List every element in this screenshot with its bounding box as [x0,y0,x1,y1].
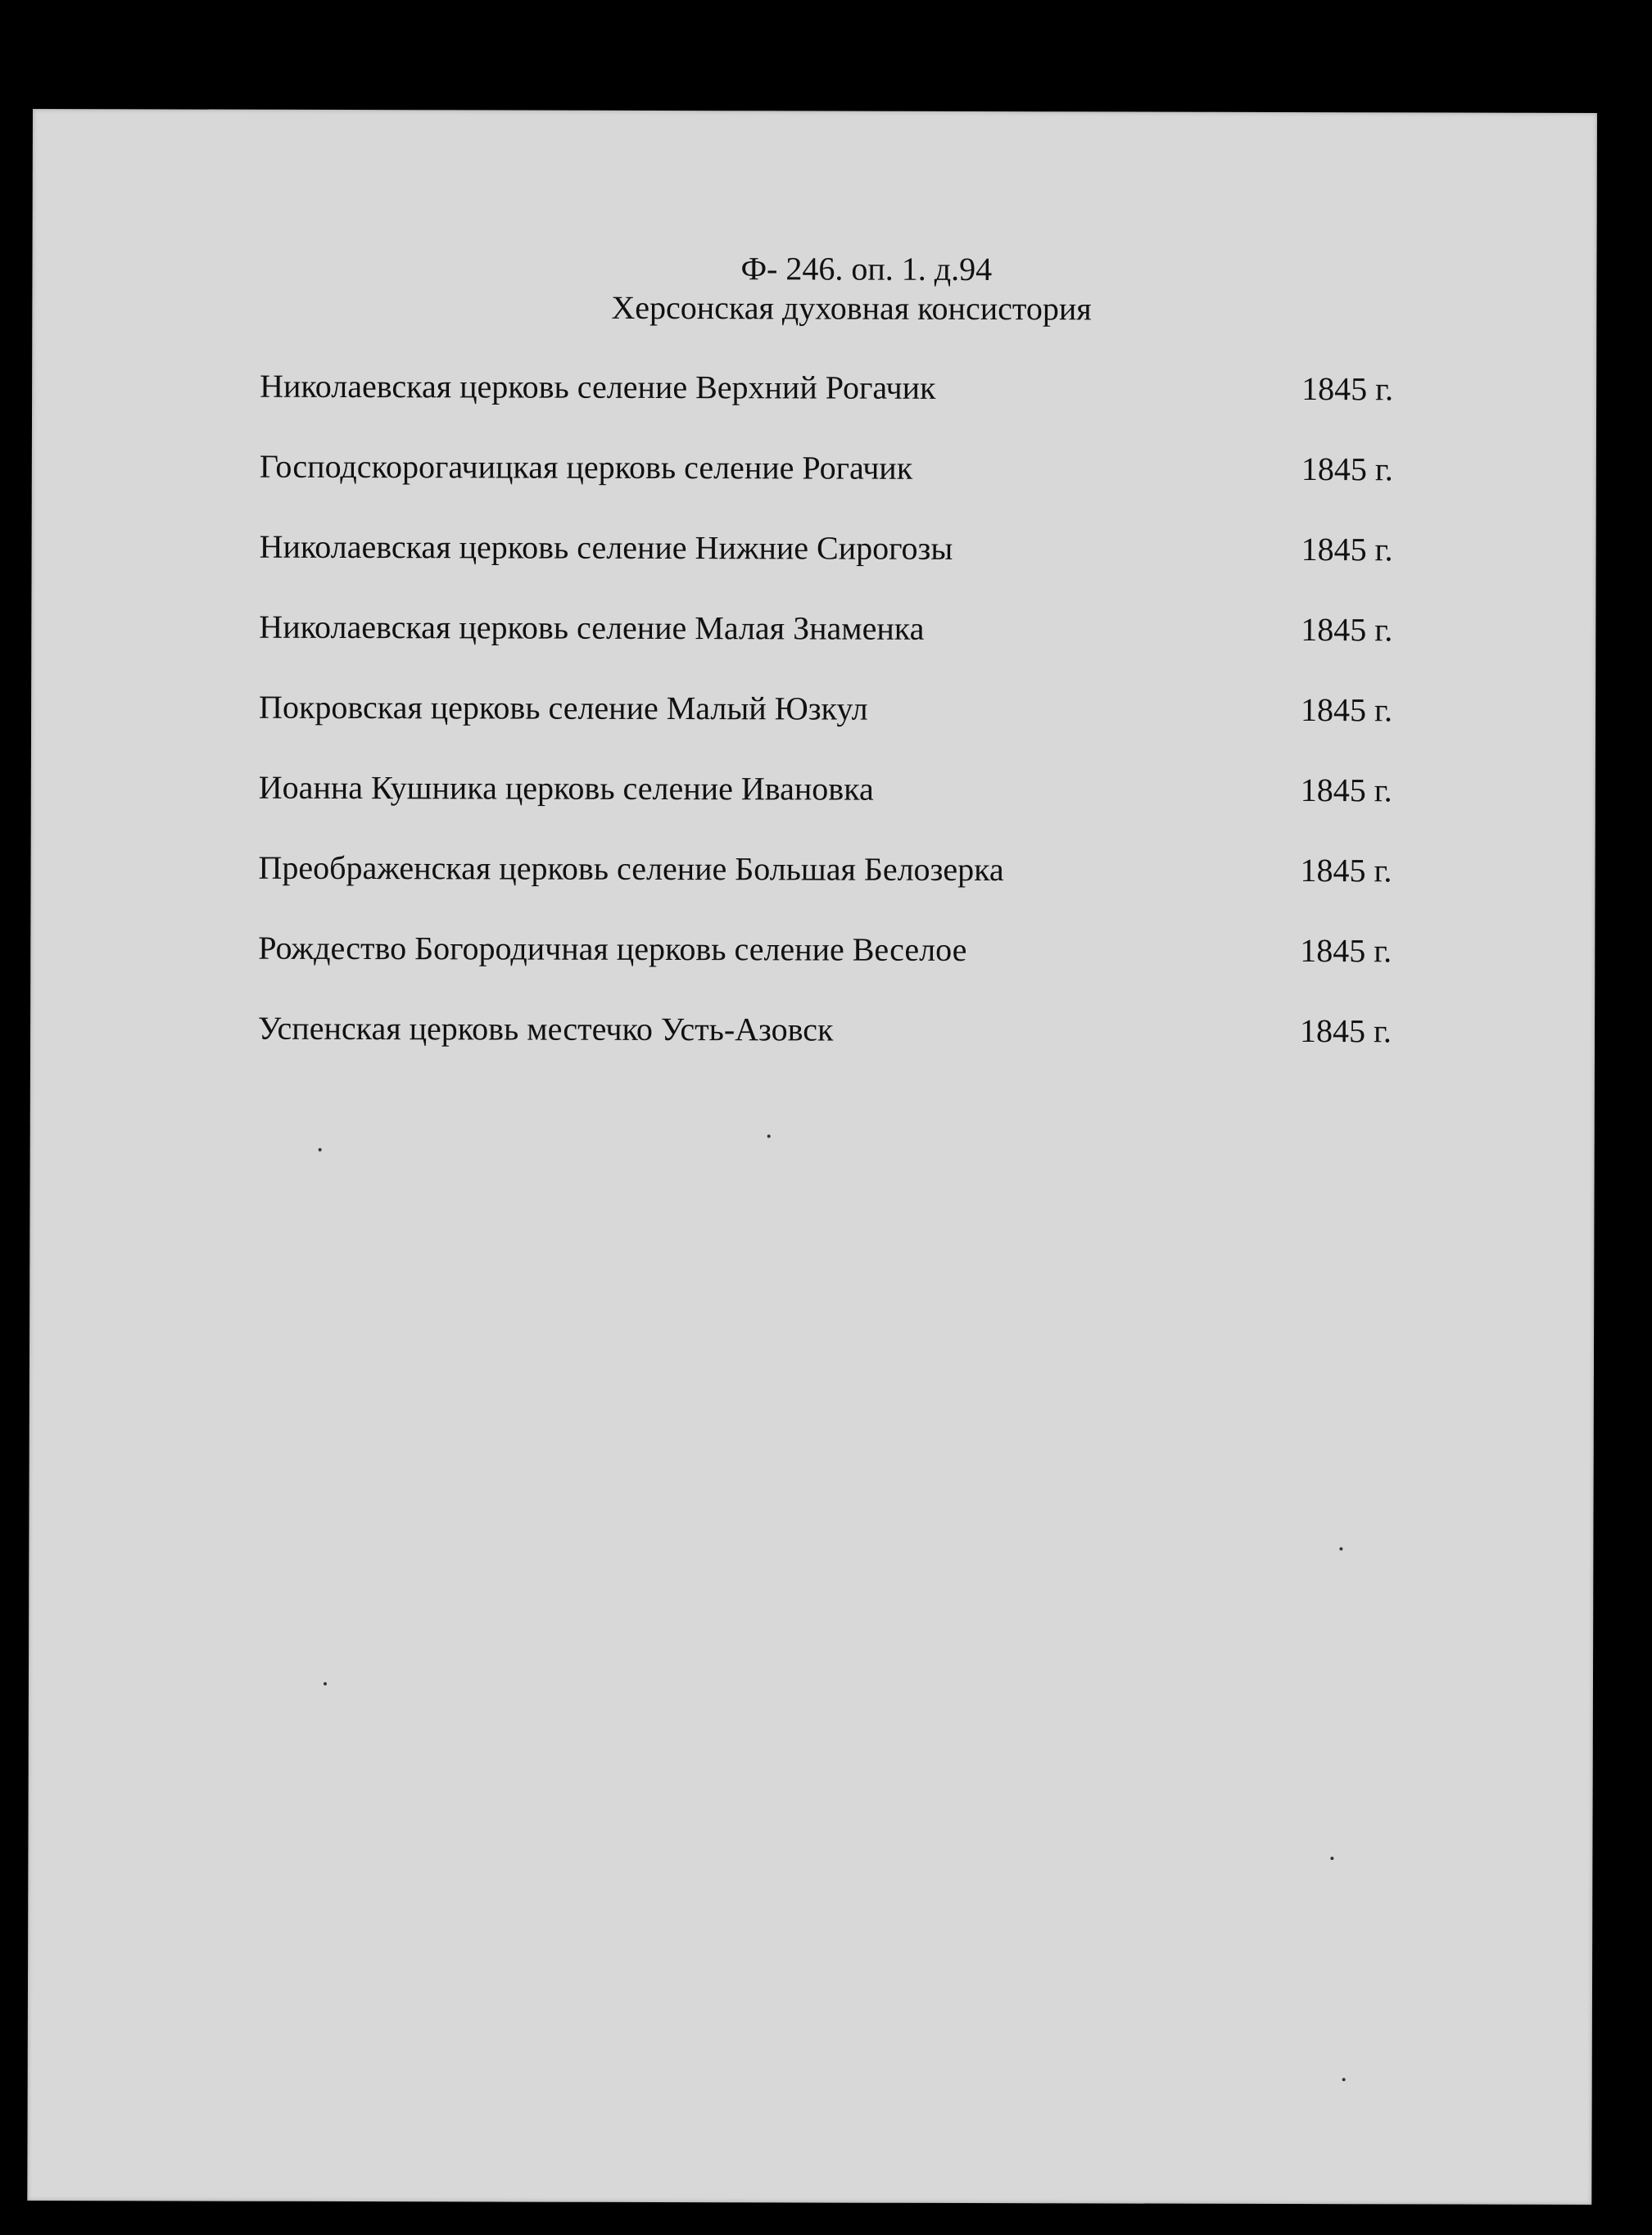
scan-speck [324,1682,327,1685]
list-item [258,928,1421,972]
scan-speck [1339,1547,1342,1550]
church-name: Успенская церковь местечко Усть-Азовск [258,1009,834,1048]
list-item [260,366,1423,410]
record-year: 1845 г. [1301,611,1393,649]
church-name: Иоанна Кушника церковь селение Ивановка [258,768,874,808]
church-name: Преображенская церковь селение Большая Белозерка [258,848,1004,889]
record-year: 1845 г. [1301,691,1393,729]
record-year: 1845 г. [1300,852,1392,889]
record-year: 1845 г. [1301,370,1394,408]
record-year: 1845 г. [1300,771,1392,809]
fond-reference: Ф- 246. оп. 1. д.94 [740,250,993,288]
list-item [259,607,1422,651]
church-name: Господскорогачицкая церковь селение Рогачик [259,447,913,486]
list-item [259,767,1422,812]
list-item [260,446,1423,491]
scan-speck [767,1134,771,1138]
record-year: 1845 г. [1301,450,1393,488]
record-year: 1845 г. [1301,531,1393,568]
list-item [259,687,1422,731]
entry-list [27,109,1597,2205]
church-name: Николаевская церковь селение Верхний Рогачик [260,367,936,406]
church-name: Рождество Богородичная церковь селение Веселое [258,929,967,968]
list-item [260,527,1423,571]
list-item [259,848,1422,892]
list-item [258,1008,1421,1052]
document-page [27,109,1597,2205]
scan-speck [1330,1857,1333,1860]
scan-speck [1342,2078,1346,2081]
scan-speck [319,1148,322,1151]
church-name: Покровская церковь селение Малый Юзкул [259,688,868,727]
church-name: Николаевская церковь селение Нижние Сирогозы [259,527,953,567]
record-year: 1845 г. [1299,1012,1392,1050]
institution-title: Херсонская духовная консистория [611,288,1092,328]
church-name: Николаевская церковь селение Малая Знаменка [259,608,925,647]
record-year: 1845 г. [1300,932,1392,970]
